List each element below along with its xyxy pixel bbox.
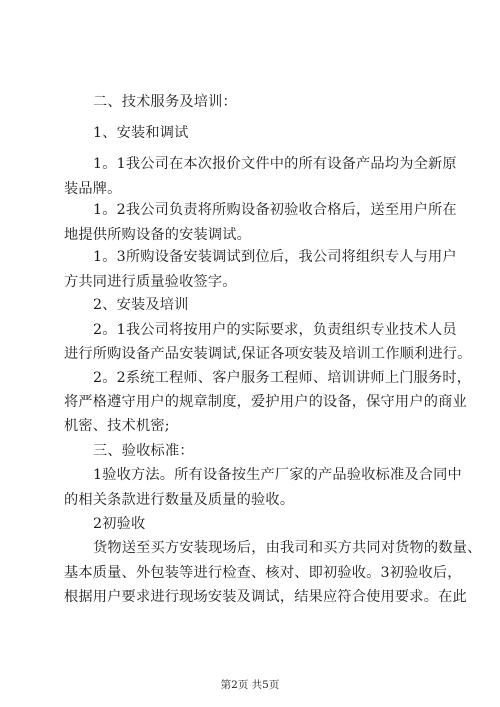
paragraph-line: 1验收方法。所有设备按生产厂家的产品验收标准及合同中 <box>93 467 462 483</box>
paragraph-line: 1。1我公司在本次报价文件中的所有设备产品均为全新原 <box>93 156 457 172</box>
paragraph-line: 方共同进行质量验收签字。 <box>64 274 237 290</box>
paragraph-line: 将严格遵守用户的规章制度，爱护用户的设备，保守用户的商业 <box>64 394 467 410</box>
subheading-install-debug: 1、安装和调试 <box>93 125 189 141</box>
paragraph-line: 货物送至买方安装现场后，由我司和买方共同对货物的数量、 <box>93 540 482 556</box>
paragraph-line: 地提供所购设备的安装调试。 <box>64 227 252 243</box>
subheading-install-train: 2、安装及培训 <box>93 297 189 313</box>
paragraph-line: 机密、技术机密; <box>64 418 170 434</box>
heading-acceptance: 三、验收标准： <box>93 443 194 459</box>
subheading-initial-accept: 2初验收 <box>93 516 146 532</box>
paragraph-line: 的相关条款进行数量及质量的验收。 <box>64 492 295 508</box>
paragraph-line: 1。3所购设备安装调试到位后，我公司将组织专人与用户 <box>93 249 457 265</box>
page-number-footer: 第2页 共5页 <box>220 679 280 691</box>
heading-tech-service: 二、技术服务及培训： <box>93 94 237 110</box>
paragraph-line: 基本质量、外包装等进行检查、核对、即初验收。3初验收后， <box>64 565 462 581</box>
paragraph-line: 2。2系统工程师、客户服务工程师、培训讲师上门服务时， <box>93 370 472 386</box>
paragraph-line: 装品牌。 <box>64 181 122 197</box>
paragraph-line: 进行所购设备产品安装调试,保证各项安装及培训工作顺利进行。 <box>64 346 472 362</box>
paragraph-line: 根据用户要求进行现场安装及调试，结果应符合使用要求。在此 <box>64 589 467 605</box>
paragraph-line: 2。1我公司将按用户的实际要求，负责组织专业技术人员 <box>93 322 457 338</box>
paragraph-line: 1。2我公司负责将所购设备初验收合格后，送至用户所在 <box>93 202 457 218</box>
